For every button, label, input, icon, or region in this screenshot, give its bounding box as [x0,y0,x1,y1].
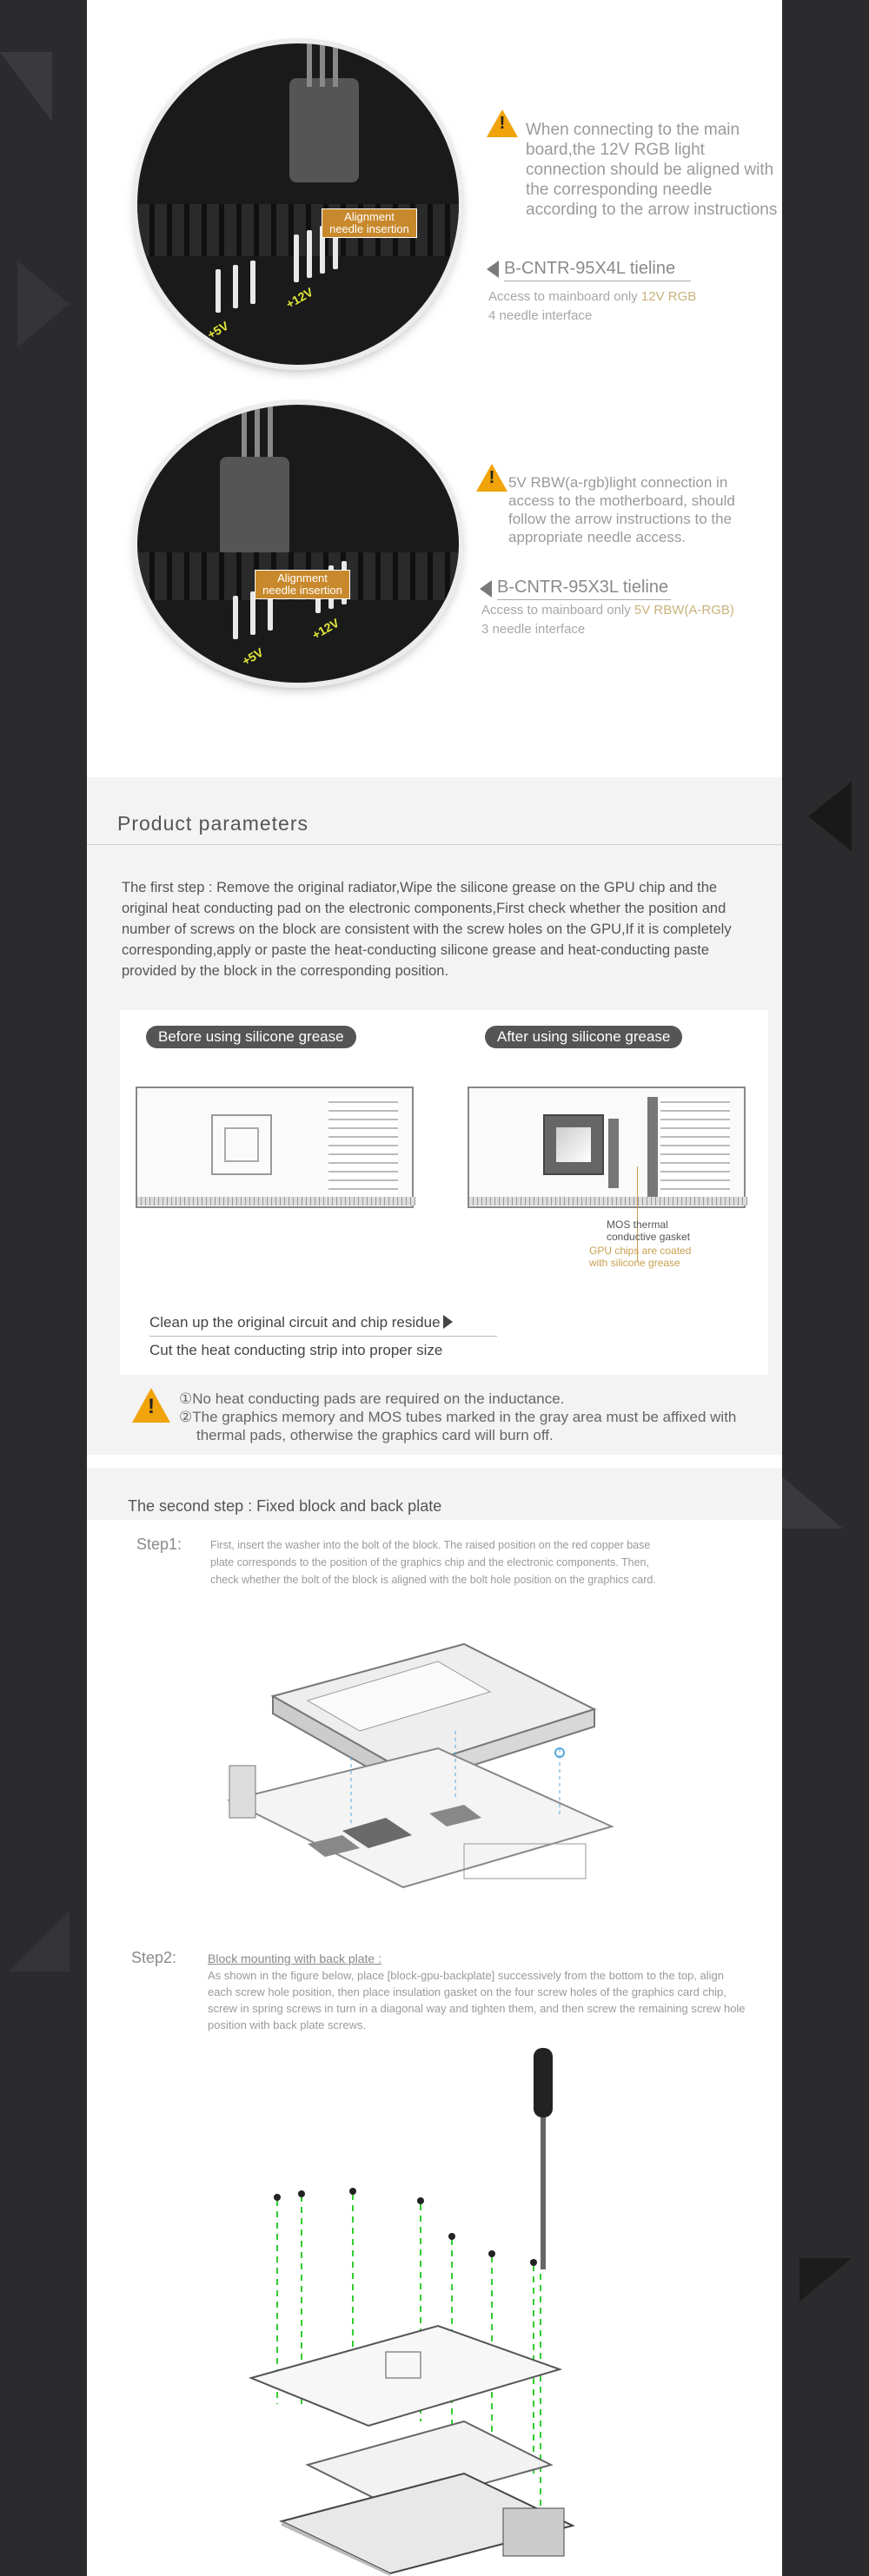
mos-row [660,1097,730,1197]
header-pin [233,596,238,639]
clean-residue-text [149,1314,453,1331]
step1-text: First, insert the washer into the bolt of the block. The raised position on the red copper base plate corresponds to the position of the graphics chip and the electronic components. Then, check whether the bolt of the block is aligned with the bolt hole position on the graphics card. [210,1539,656,1586]
bg-triangle [808,782,852,851]
cut-strip-text: Cut the heat conducting strip into proper size [149,1342,443,1358]
connector2-warning: 5V RBW(a-rgb)light connection in access to the motherboard, should follow the arrow instructions to the appropriate needle access. [508,474,735,545]
connector1-tieline-title: B-CNTR-95X4L tieline [504,259,691,281]
gpu-core [556,1127,591,1162]
gpu-core [224,1127,259,1162]
triangle-pointer-icon [487,261,499,278]
tieline-desc-highlight: 12V RGB [640,289,697,304]
triangle-right-icon [443,1315,453,1329]
tieline-desc-highlight: 5V RBW(A-RGB) [634,603,734,618]
connector1-warning: When connecting to the main board,the 12V RGB light connection should be aligned with the corresponding needle according to the arrow instructions [526,121,778,219]
warning-notes [179,1390,770,1444]
step2-label: Step2: [131,1949,177,1966]
header-pin [294,234,299,282]
mos-gasket-label: MOS thermal conductive gasket [607,1219,691,1243]
first-step-text: The first step : Remove the original radiator,Wipe the silicone grease on the GPU chip and the original heat conducting pad on the electronic components,First check whether the position and number of screws on the block are consistent with the screw holes on the GPU,If it is completely corresponding,apply or paste the heat-conducting silicone grease and heat-conducting paste provided by the block in the corresponding position. [122,880,732,979]
header-pin [250,261,255,304]
header-pin [233,265,238,308]
tieline-desc-line2: 4 needle interface [488,308,593,323]
connector2-tieline-desc [481,601,742,639]
pin-label-5v: +5V [239,644,266,669]
clean-residue-label: Clean up the original circuit and chip residue [149,1314,441,1331]
board-before-diagram [136,1087,414,1208]
bg-triangle [799,2258,852,2302]
bracket-strip [469,1197,747,1205]
step2-title: Block mounting with back plate : [208,1952,381,1965]
gpu-silicone-label: GPU chips are coated with silicone grease [589,1245,692,1269]
warning-line-1: ①No heat conducting pads are required on the inductance. [179,1390,565,1407]
block-assembly-figure [177,1627,694,1941]
tieline-desc-prefix: Access to mainboard only [488,289,641,304]
mos-row [328,1097,398,1197]
pin-label-12v: +12V [309,615,342,643]
backplate-exploded-figure [177,2039,694,2576]
rgb-plug [289,78,359,182]
tieline-desc-line2: 3 needle interface [481,622,586,637]
step2-text: As shown in the figure below, place [block-gpu-backplate] successively from the bottom to the top, align each screw hole position, then place insulation gasket on the four screw holes of the graphics card chip, screw in spring screws in turn in a diagonal way and tighten them, and then screw the remaining screw hole position with back plate screws. [208,1969,746,2031]
params-heading: Product parameters [117,812,308,835]
mos-strip-gray [647,1097,658,1197]
bg-triangle [17,261,70,347]
backplate-exploded-svg [177,2039,694,2576]
bg-triangle [782,1476,843,1529]
before-silicone-label: Before using silicone grease [146,1026,356,1048]
warning-exclamation: ! [488,468,495,487]
header-pin [307,230,312,278]
bracket-strip [137,1197,415,1205]
connector1-tieline-desc [488,287,749,326]
silicone-panel [120,1010,768,1375]
residue-divider [149,1336,497,1337]
cable [255,405,260,457]
cable [320,43,325,87]
connector-5v-photo [137,405,459,683]
board-after-diagram [468,1087,746,1208]
warning-exclamation: ! [148,1395,155,1418]
alignment-needle-label: Alignment needle insertion [255,570,350,599]
block-assembly-svg [177,1627,694,1941]
bg-triangle [9,1911,70,1972]
connector-12v-photo [137,43,459,365]
connector2-tieline-title: B-CNTR-95X3L tieline [497,578,671,600]
cable [333,43,338,87]
params-divider [87,844,782,845]
tieline-desc-prefix: Access to mainboard only [481,603,634,618]
warning-line-2: ②The graphics memory and MOS tubes marked in the gray area must be affixed with thermal pads, otherwise the graphics card will burn off. [179,1409,737,1443]
after-silicone-label: After using silicone grease [485,1026,682,1048]
cable [242,405,247,457]
cable [268,405,273,457]
second-step-heading: The second step : Fixed block and back plate [128,1497,442,1515]
bg-triangle [0,52,52,122]
pin-label-12v: +12V [283,284,315,312]
rgb-plug [220,457,289,557]
triangle-pointer-icon [480,580,492,598]
alignment-needle-label: Alignment needle insertion [322,208,417,238]
step1-label: Step1: [136,1536,182,1553]
header-pin [216,269,221,313]
cable [307,43,312,87]
mos-pads [608,1119,619,1188]
content-sheet [87,0,782,2576]
warning-exclamation: ! [499,114,506,133]
pin-label-5v: +5V [204,318,231,342]
